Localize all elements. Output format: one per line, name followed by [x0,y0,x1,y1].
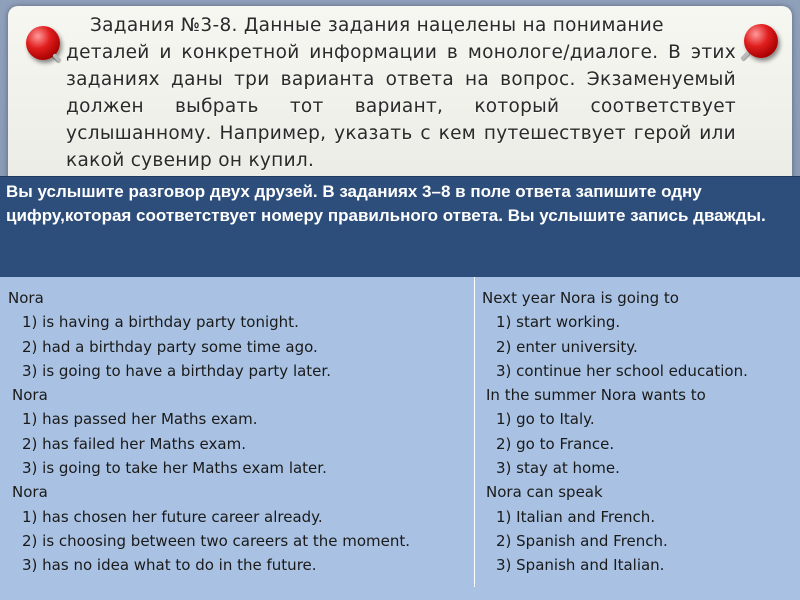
question-stem: Nora can speak [486,483,603,502]
answer-option: 2) is choosing between two careers at the moment. [22,531,411,550]
question-stem: In the summer Nora wants to [486,386,706,405]
pushpin-icon [26,26,60,60]
column-divider [474,277,475,587]
question-block [482,383,794,480]
question-block [8,286,470,383]
answer-option: 3) continue her school education. [496,361,748,380]
answer-option: 1) start working. [496,313,621,332]
answer-option: 3) has no idea what to do in the future. [22,556,317,575]
answer-option: 2) has failed her Maths exam. [22,434,246,453]
answer-option: 3) stay at home. [496,459,620,478]
question-stem: Nora [8,289,44,307]
answer-option: 3) is going to have a birthday party later. [22,361,331,380]
question-block [482,480,794,577]
task-instructions: Вы услышите разговор двух друзей. В заданиях 3–8 в поле ответа запишите одну цифру,которая соответствует номеру правильного ответа. Вы услышите запись дважды. [6,182,766,225]
question-stem: Next year Nora is going to [482,289,679,307]
question-block [8,383,470,480]
answer-option: 2) Spanish and French. [496,531,668,550]
intro-line-rest: деталей и конкретной информации в монологе/диалоге. В этих заданиях даны три варианта ответа на вопрос. Экзаменуемый должен выбрать тот вариант, который соответствует услышанному. Например, указать с кем путешествует герой или какой сувенир он купил. [66,42,736,171]
answer-option: 3) Spanish and Italian. [496,556,665,575]
answer-option: 3) is going to take her Maths exam later. [22,459,327,478]
question-stem: Nora [12,386,48,405]
answer-option: 2) had a birthday party some time ago. [22,337,318,356]
intro-text [66,12,736,174]
questions-right-column [482,286,794,578]
answer-option: 1) has chosen her future career already. [22,507,323,526]
question-block [482,286,794,383]
answer-option: 1) is having a birthday party tonight. [22,313,299,332]
question-stem: Nora [12,483,48,502]
answer-option: 2) enter university. [496,337,638,356]
questions-left-column [8,286,470,578]
answer-option: 1) Italian and French. [496,507,656,526]
question-block [8,480,470,577]
answer-option: 2) go to France. [496,434,615,453]
answer-option: 1) go to Italy. [496,410,595,429]
answer-option: 1) has passed her Maths exam. [22,410,258,429]
pushpin-icon [744,24,778,58]
intro-line-1: Задания №3-8. Данные задания нацелены на понимание [90,15,664,36]
